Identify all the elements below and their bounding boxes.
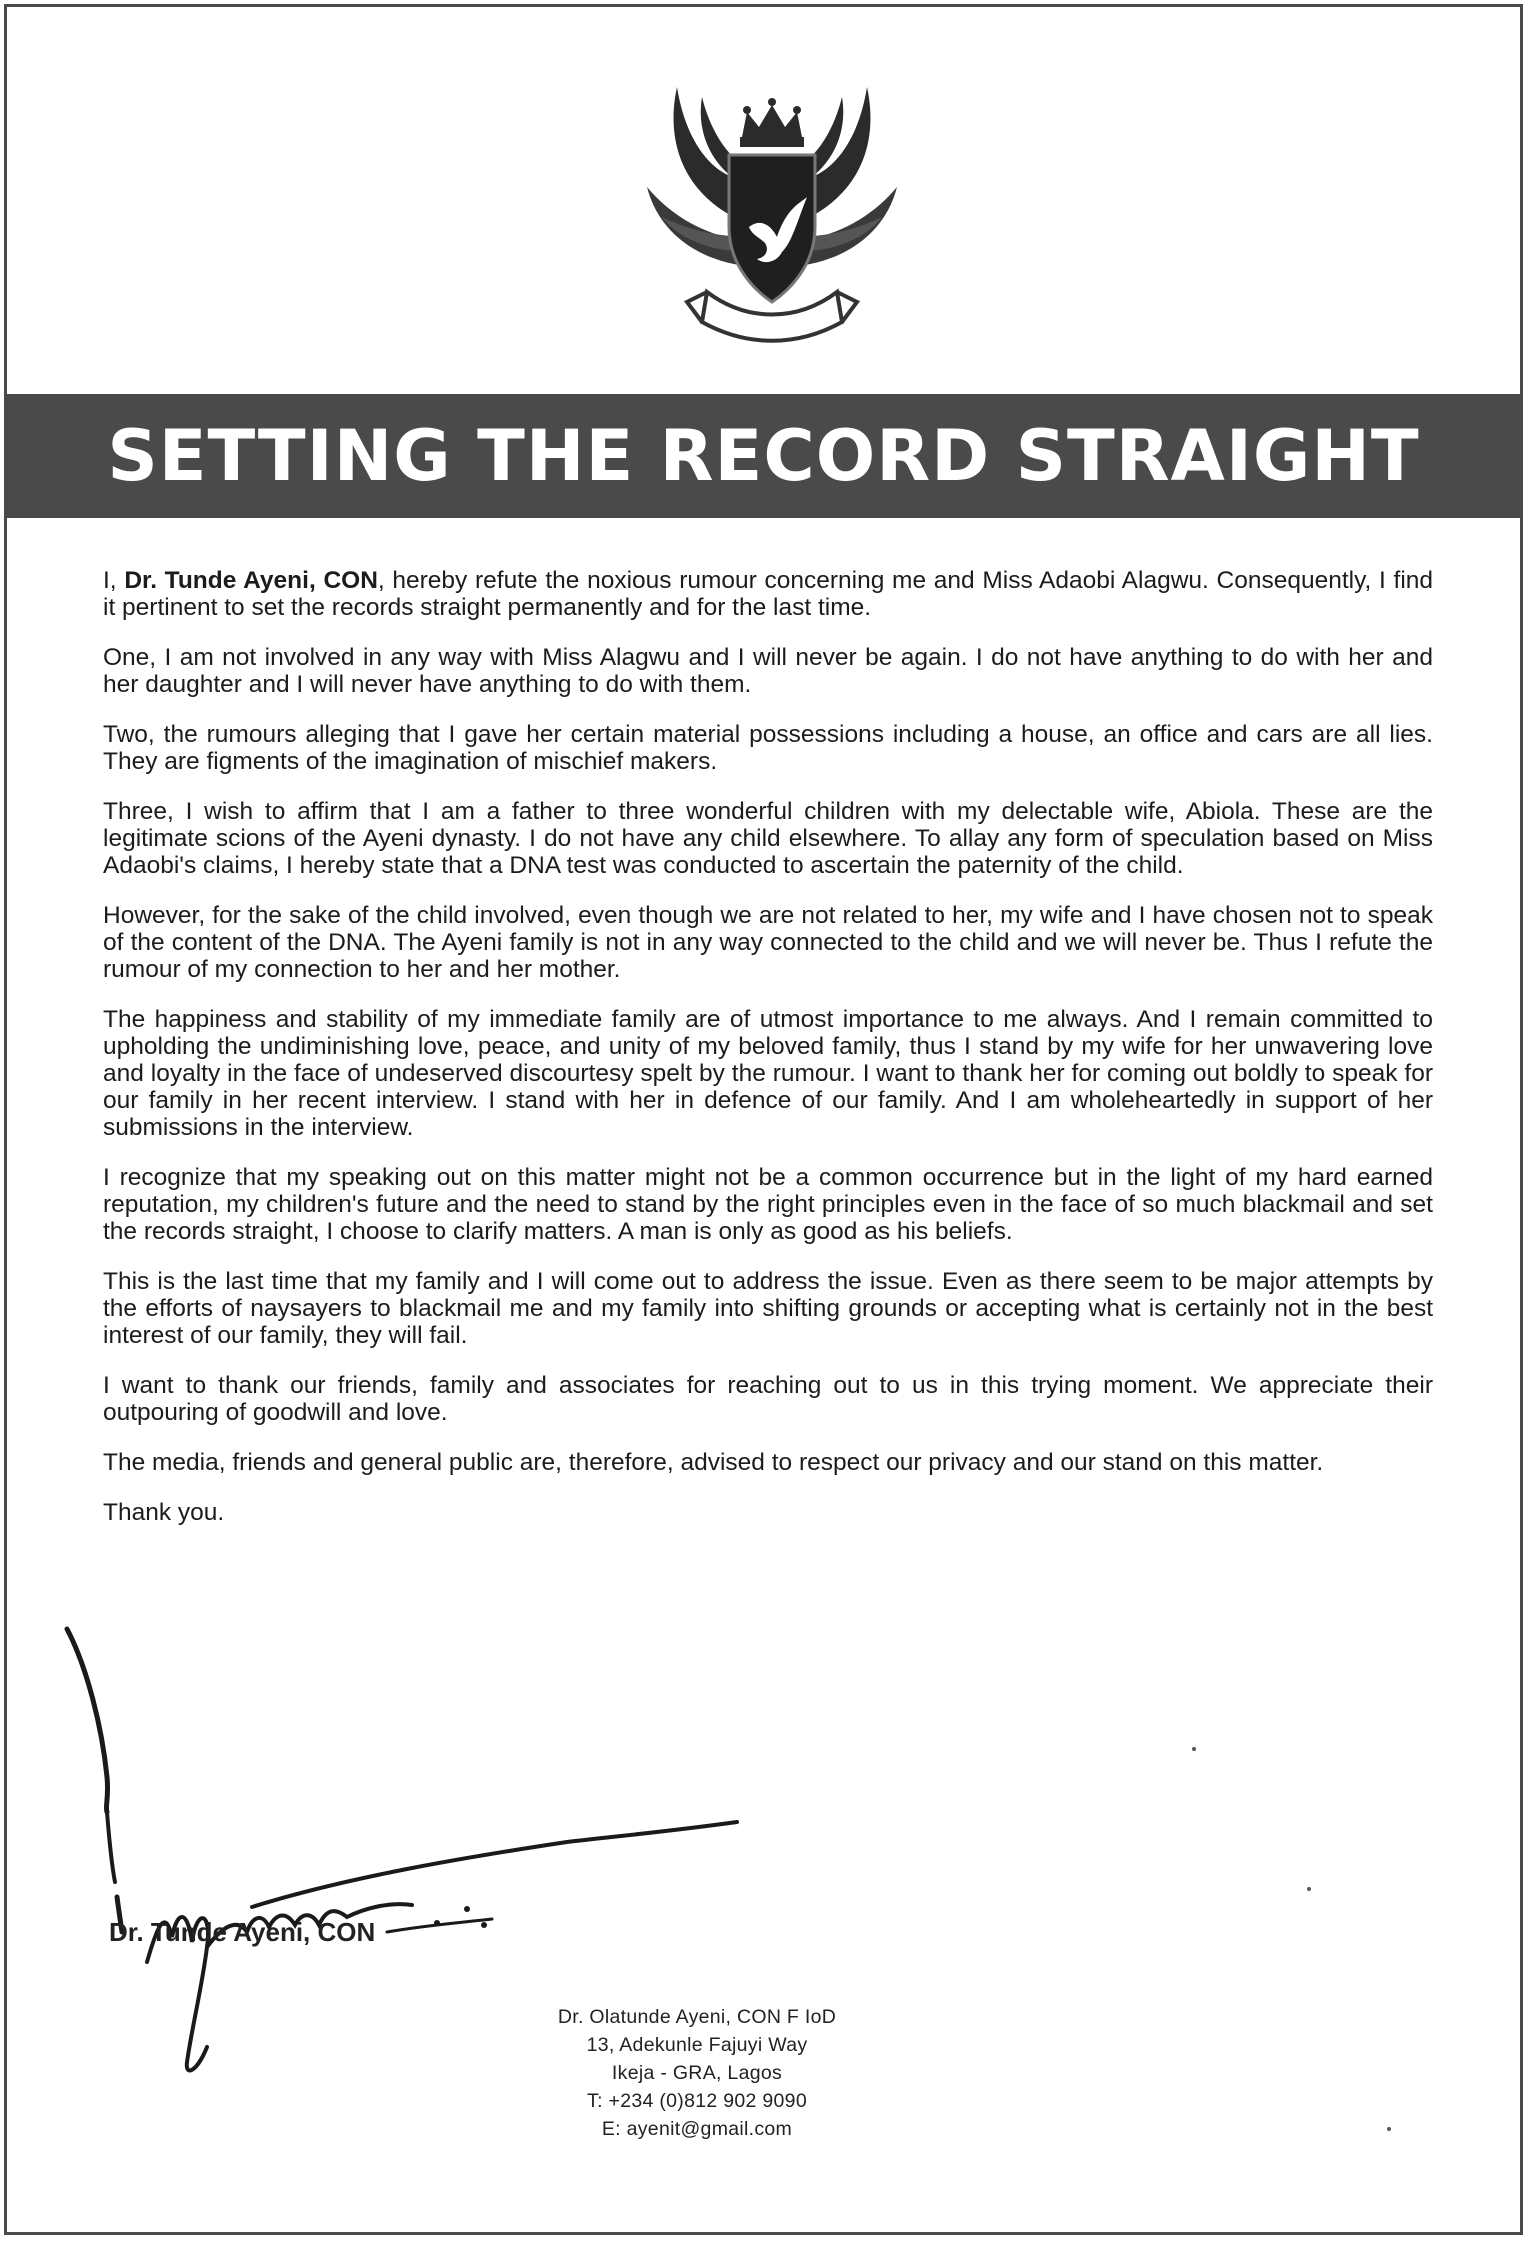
document-frame	[4, 4, 1523, 2235]
paragraph-2: One, I am not involved in any way with Miss Alagwu and I will never be again. I do not have anything to do with her and her daughter and I will never have anything to do with them.	[103, 644, 1433, 698]
paragraph-10: The media, friends and general public are, therefore, advised to respect our privacy and our stand on this matter.	[103, 1449, 1324, 1476]
contact-address-street: 13, Adekunle Fajuyi Way	[586, 2034, 808, 2056]
paragraph-3: Two, the rumours alleging that I gave her certain material possessions including a house, an office and cars are all lies. They are figments of the imagination of mischief makers.	[103, 721, 1433, 775]
paragraph-1	[103, 567, 1433, 621]
paragraph-1-text: , hereby refute the noxious rumour concerning me and Miss Adaobi Alagwu. Consequently, I find it pertinent to set the records straight permanently and for the last time.	[103, 567, 1434, 621]
ink-speck	[1307, 1887, 1311, 1891]
paragraph-4: Three, I wish to affirm that I am a father to three wonderful children with my delectable wife, Abiola. These are the legitimate scions of the Ayeni dynasty. I do not have any child elsewhere. To allay any form of speculation based on Miss Adaobi's claims, I hereby state that a DNA test was conducted to ascertain the paternity of the child.	[103, 798, 1433, 879]
page-title: SETTING THE RECORD STRAIGHT	[107, 415, 1420, 497]
paragraph-5: However, for the sake of the child involved, even though we are not related to her, my wife and I have chosen not to speak of the content of the DNA. The Ayeni family is not in any way connected to the child and we will never be. Thus I refute the rumour of my connection to her and her mother.	[103, 902, 1433, 983]
ink-speck	[1387, 2127, 1391, 2131]
crest-with-dove-icon	[637, 77, 907, 367]
contact-phone: T: +234 (0)812 902 9090	[587, 2090, 807, 2112]
contact-name: Dr. Olatunde Ayeni, CON F IoD	[557, 2006, 837, 2028]
paragraph-9: I want to thank our friends, family and associates for reaching out to us in this trying moment. We appreciate their outpouring of goodwill and love.	[103, 1372, 1433, 1426]
paragraph-7: I recognize that my speaking out on this matter might not be a common occurrence but in the light of my hard earned reputation, my children's future and the need to stand by the right principles even in the face of so much blackmail and set the records straight, I choose to clarify matters. A man is only as good as his beliefs.	[103, 1164, 1433, 1245]
paragraph-11: Thank you.	[103, 1499, 225, 1526]
ink-speck	[1192, 1747, 1196, 1751]
contact-block	[497, 2003, 897, 2143]
paragraph-6: The happiness and stability of my immediate family are of utmost importance to me always. And I remain committed to upholding the undiminishing love, peace, and unity of my beloved family, thus I stand by my wife for her unwavering love and loyalty in the face of undeserved discourtesy spelt by the rumour. I want to thank her for coming out boldly to speak for our family in her recent interview. I stand with her in defence of our family. And I am wholeheartedly in support of her submissions in the interview.	[103, 1006, 1433, 1141]
contact-email: E: ayenit@gmail.com	[601, 2118, 793, 2140]
contact-address-city: Ikeja - GRA, Lagos	[611, 2062, 783, 2084]
paragraph-8: This is the last time that my family and I will come out to address the issue. Even as there seem to be major attempts by the efforts of naysayers to blackmail me and my family into shifting grounds or accepting what is certainly not in the best interest of our family, they will fail.	[103, 1268, 1433, 1349]
signatory-name: Dr. Tunde Ayeni, CON	[109, 1917, 376, 1947]
paragraph-1-intro: I,	[103, 567, 125, 594]
author-name-bold: Dr. Tunde Ayeni, CON	[124, 567, 378, 594]
title-banner	[7, 394, 1520, 518]
statement-body	[103, 567, 1433, 1549]
